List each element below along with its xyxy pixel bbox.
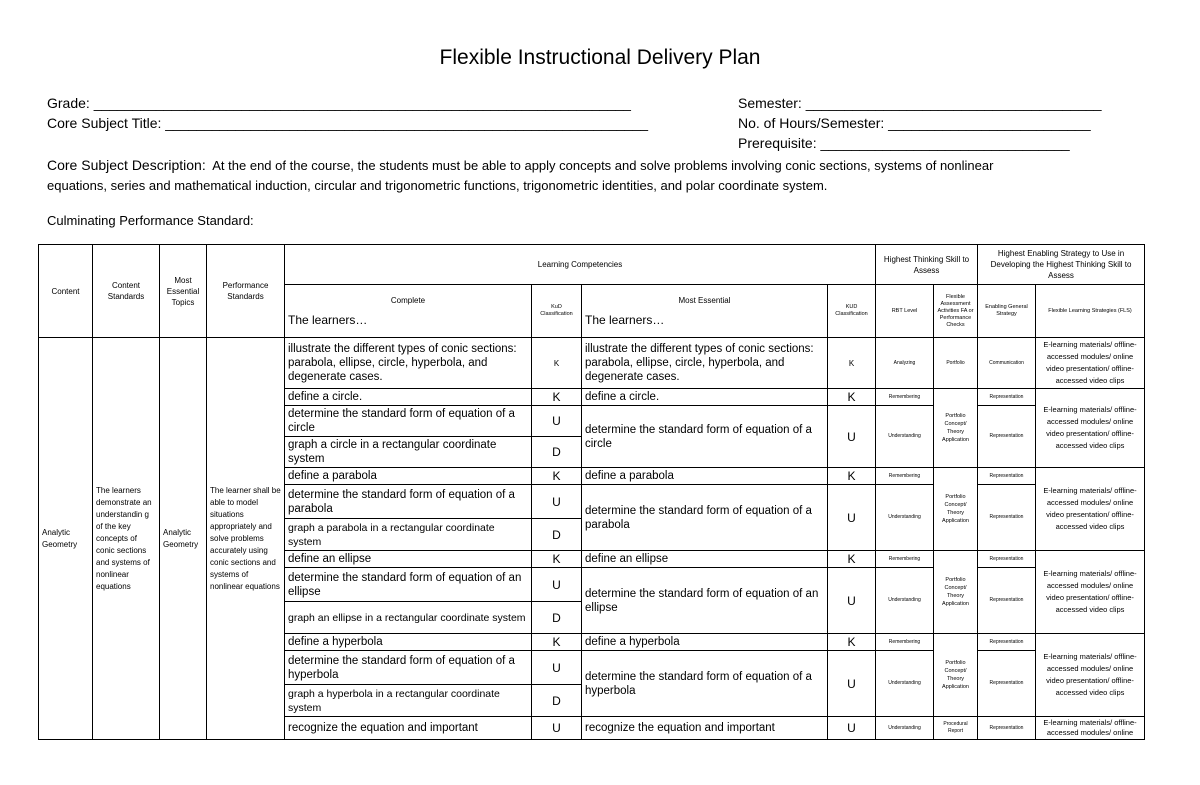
cell-essential: define an ellipse bbox=[582, 551, 828, 568]
header-highest-enabling: Highest Enabling Strategy to Use in Developing the Highest Thinking Skill to Assess bbox=[978, 245, 1145, 285]
cell-complete: determine the standard form of equation of a hyperbola bbox=[285, 651, 532, 685]
cell-ges: Representation bbox=[978, 406, 1036, 468]
cell-kud: D bbox=[532, 519, 582, 551]
cell-essential: define a parabola bbox=[582, 468, 828, 485]
cell-fa: Portfolio Concept/ Theory Application bbox=[934, 634, 978, 717]
cell-rbt: Remembering bbox=[876, 634, 934, 651]
cell-complete: graph a hyperbola in a rectangular coordinate system bbox=[285, 685, 532, 717]
cell-fls: E-learning materials/ offline-accessed modules/ online video presentation/ offline-accessed video clips bbox=[1036, 338, 1145, 389]
cell-complete: illustrate the different types of conic sections: parabola, ellipse, circle, hyperbola, and degenerate cases. bbox=[285, 338, 532, 389]
cell-essential: define a circle. bbox=[582, 389, 828, 406]
cell-kud2: K bbox=[828, 634, 876, 651]
cell-ges: Representation bbox=[978, 651, 1036, 717]
cell-ges: Representation bbox=[978, 551, 1036, 568]
cell-kud: D bbox=[532, 602, 582, 634]
prerequisite-field: Prerequisite: ________________________________ bbox=[738, 135, 1070, 151]
header-complete bbox=[285, 285, 532, 338]
cell-essential: determine the standard form of equation of a circle bbox=[582, 406, 828, 468]
cell-ges: Representation bbox=[978, 568, 1036, 634]
cell-kud2: K bbox=[828, 468, 876, 485]
cell-rbt: Understanding bbox=[876, 717, 934, 740]
cell-kud2: U bbox=[828, 717, 876, 740]
cell-content: Analytic Geometry bbox=[39, 338, 93, 740]
cell-fls: E-learning materials/ offline-accessed modules/ online video presentation/ offline-accessed video clips bbox=[1036, 634, 1145, 717]
header-rbt: RBT Level bbox=[876, 285, 934, 338]
header-enabling-general: Enabling General Strategy bbox=[978, 285, 1036, 338]
plan-table bbox=[38, 244, 1145, 740]
cell-ges: Representation bbox=[978, 468, 1036, 485]
semester-field: Semester: ______________________________________ bbox=[738, 95, 1102, 111]
cell-fls: E-learning materials/ offline-accessed modules/ online video presentation/ offline-accessed video clips bbox=[1036, 389, 1145, 468]
header-performance-standards: Performance Standards bbox=[207, 245, 285, 338]
cell-kud: K bbox=[532, 389, 582, 406]
cell-essential: illustrate the different types of conic sections: parabola, ellipse, circle, hyperbola, and degenerate cases. bbox=[582, 338, 828, 389]
cell-complete: define a parabola bbox=[285, 468, 532, 485]
cell-kud2: K bbox=[828, 389, 876, 406]
cell-essential: recognize the equation and important bbox=[582, 717, 828, 740]
cell-rbt: Remembering bbox=[876, 551, 934, 568]
cell-fa: Portfolio Concept/ Theory Application bbox=[934, 389, 978, 468]
header-highest-thinking: Highest Thinking Skill to Assess bbox=[876, 245, 978, 285]
cell-content-standards: The learners demonstrate an understandin g of the key concepts of conic sections and systems of nonlinear equations bbox=[93, 338, 160, 740]
cell-fa: Portfolio Concept/ Theory Application bbox=[934, 551, 978, 634]
core-subject-description bbox=[47, 155, 1057, 196]
header-most-essential-topics: Most Essential Topics bbox=[160, 245, 207, 338]
description-label: Core Subject Description: bbox=[47, 157, 206, 173]
header-essential-learners: The learners… bbox=[585, 312, 665, 327]
header-flls: Flexible Learning Strategies (FLS) bbox=[1036, 285, 1145, 338]
cell-complete: graph a parabola in a rectangular coordinate system bbox=[285, 519, 532, 551]
header-learning-competencies: Learning Competencies bbox=[285, 245, 876, 285]
cell-fls: E-learning materials/ offline-accessed modules/ online video presentation/ offline-accessed video clips bbox=[1036, 468, 1145, 551]
cell-fa: Portfolio Concept/ Theory Application bbox=[934, 468, 978, 551]
cell-rbt: Understanding bbox=[876, 651, 934, 717]
header-complete-learners: The learners… bbox=[288, 312, 368, 327]
cell-kud: U bbox=[532, 568, 582, 602]
core-subject-title-field: Core Subject Title: ______________________________________________________________ bbox=[47, 115, 649, 131]
cell-kud2: K bbox=[828, 338, 876, 389]
cell-kud: U bbox=[532, 651, 582, 685]
cell-kud2: U bbox=[828, 485, 876, 551]
cell-complete: determine the standard form of equation of a parabola bbox=[285, 485, 532, 519]
header-most-essential bbox=[582, 285, 828, 338]
cell-fls: E-learning materials/ offline-accessed modules/ online bbox=[1036, 717, 1145, 740]
cell-essential: determine the standard form of equation of an ellipse bbox=[582, 568, 828, 634]
cell-kud: K bbox=[532, 634, 582, 651]
cell-rbt: Remembering bbox=[876, 468, 934, 485]
cell-kud: U bbox=[532, 406, 582, 437]
header-content: Content bbox=[39, 245, 93, 338]
cell-performance: The learner shall be able to model situations appropriately and solve problems accurately using conic sections and systems of nonlinear equations bbox=[207, 338, 285, 740]
header-kud-2: KUD Classification bbox=[828, 285, 876, 338]
cell-rbt: Understanding bbox=[876, 406, 934, 468]
cell-rbt: Remembering bbox=[876, 389, 934, 406]
cell-complete: define a hyperbola bbox=[285, 634, 532, 651]
cell-rbt: Understanding bbox=[876, 485, 934, 551]
cell-complete: determine the standard form of equation of an ellipse bbox=[285, 568, 532, 602]
cell-fa: Portfolio bbox=[934, 338, 978, 389]
cell-kud: K bbox=[532, 468, 582, 485]
cell-kud: U bbox=[532, 717, 582, 740]
cell-ges: Representation bbox=[978, 485, 1036, 551]
cell-kud2: U bbox=[828, 568, 876, 634]
cell-ges: Representation bbox=[978, 717, 1036, 740]
cell-essential: define a hyperbola bbox=[582, 634, 828, 651]
cell-complete: define a circle. bbox=[285, 389, 532, 406]
header-flexible-assessment: Flexible Assessment Activities FA or Performance Checks bbox=[934, 285, 978, 338]
cell-kud: K bbox=[532, 338, 582, 389]
cell-complete: graph a circle in a rectangular coordinate system bbox=[285, 437, 532, 468]
cell-kud: K bbox=[532, 551, 582, 568]
cell-fa: Procedural Report bbox=[934, 717, 978, 740]
cell-essential: determine the standard form of equation of a parabola bbox=[582, 485, 828, 551]
document-title: Flexible Instructional Delivery Plan bbox=[439, 46, 761, 69]
grade-field: Grade: _____________________________________________________________________ bbox=[47, 95, 631, 111]
cell-kud2: K bbox=[828, 551, 876, 568]
cell-kud: D bbox=[532, 437, 582, 468]
header-complete-label: Complete bbox=[390, 295, 426, 305]
culminating-performance-standard: Culminating Performance Standard: bbox=[47, 213, 254, 228]
cell-complete: determine the standard form of equation of a circle bbox=[285, 406, 532, 437]
cell-ges: Communication bbox=[978, 338, 1036, 389]
cell-rbt: Analyzing bbox=[876, 338, 934, 389]
cell-rbt: Understanding bbox=[876, 568, 934, 634]
cell-kud2: U bbox=[828, 406, 876, 468]
cell-kud: D bbox=[532, 685, 582, 717]
description-text: At the end of the course, the students must be able to apply concepts and solve problems involving conic sections, systems of nonlinear equations, series and mathematical induction, circular and trigonometric functions, trigonometric identities, and polar coordinate system. bbox=[47, 158, 994, 193]
cell-essential: determine the standard form of equation of a hyperbola bbox=[582, 651, 828, 717]
cell-topics: Analytic Geometry bbox=[160, 338, 207, 740]
header-content-standards: Content Standards bbox=[93, 245, 160, 338]
cell-kud2: U bbox=[828, 651, 876, 717]
table-row bbox=[39, 338, 1145, 389]
header-row-1 bbox=[39, 245, 1145, 285]
header-kud-1: KuD Classification bbox=[532, 285, 582, 338]
cell-complete: recognize the equation and important bbox=[285, 717, 532, 740]
cell-kud: U bbox=[532, 485, 582, 519]
cell-fls: E-learning materials/ offline-accessed modules/ online video presentation/ offline-accessed video clips bbox=[1036, 551, 1145, 634]
cell-complete: define an ellipse bbox=[285, 551, 532, 568]
cell-ges: Representation bbox=[978, 389, 1036, 406]
cell-ges: Representation bbox=[978, 634, 1036, 651]
cell-complete: graph an ellipse in a rectangular coordinate system bbox=[285, 602, 532, 634]
hours-field: No. of Hours/Semester: __________________________ bbox=[738, 115, 1091, 131]
header-most-essential-label: Most Essential bbox=[678, 295, 731, 305]
